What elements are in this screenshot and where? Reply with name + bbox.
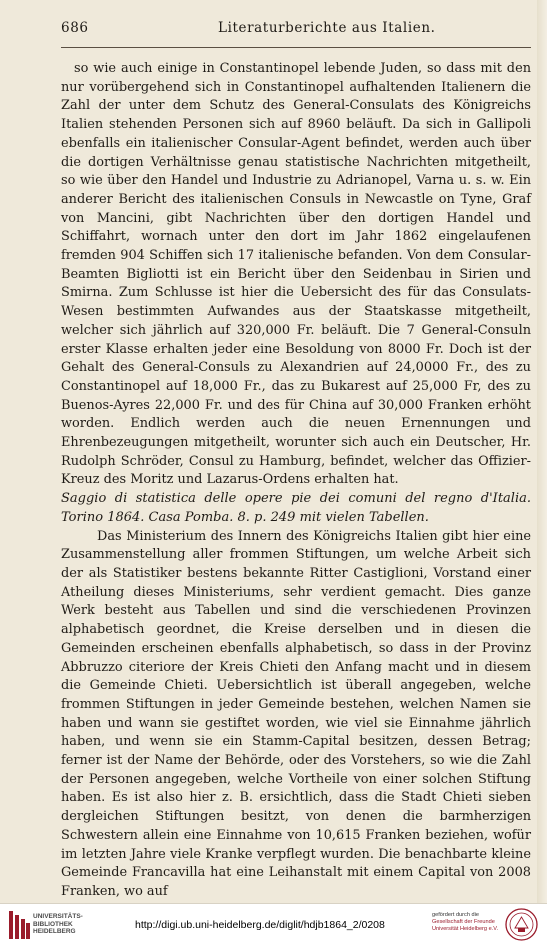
running-head (61, 20, 531, 40)
paragraph-consulates: so wie auch einige in Constantinopel lebende Juden, so dass mit den nur vorübergehend sich in Constantinopel aufhaltenden Italienern die Zahl der unter dem Schutz des General-Consulats des Königreichs Italien stehenden Personen sich auf 8960 beläuft. Da sich in Gallipoli ebenfalls ein italienischer Consular-Agent befindet, werden auch über die dortigen Verhältnisse genau statistische Nachrichten mitgetheilt, so wie über den Handel und Industrie zu Adrianopel, Varna u. s. w. Ein anderer Bericht des italienischen Consuls in Newcastle on Tyne, Graf von Mancini, gibt Nachrichten über den dortigen Handel und Schiffahrt, wornach unter den dort im Jahr 1862 eingelaufenen fremden 904 Schiffen sich 17 italienische befanden. Von dem Consular-Beamten Bigliotti ist ein Bericht über den Seidenbau in Sirien und Smirna. Zum Schlusse ist hier die Uebersicht des für das Consulats-Wesen bestimmten Aufwandes aus der Staatskasse mitgetheilt, welcher sich jährlich auf 320,000 Fr. beläuft. Die 7 General-Consuln erster Klasse erhalten jeder eine Besoldung von 8000 Fr. Doch ist der Gehalt des General-Consuls zu Alexandrien auf 24,0000 Fr., des zu Constantinopel auf 18,000 Fr., das zu Bukarest auf 25,000 Fr, des zu Buenos-Ayres 22,000 Fr. und des für China auf 30,000 Franken erhöht worden. Endlich werden auch die neuen Ernennungen und Ehrenbezeugungen mitgetheilt, worunter sich auch ein Deutscher, Hr. Rudolph Schröder, Consul zu Hamburg, befindet, welcher das Offizier-Kreuz des Moritz und Lazarus-Ordens erhalten hat. (61, 61, 531, 488)
footer-bar (0, 903, 547, 945)
page-number: 686 (61, 20, 89, 36)
library-logo-icon (9, 911, 30, 939)
body-text (61, 60, 531, 902)
page-edge-shadow (537, 0, 547, 944)
library-name: UNIVERSITÄTS- BIBLIOTHEK HEIDELBERG (33, 913, 83, 935)
funder-credit: gefördert durch die Gesellschaft der Freunde Universität Heidelberg e.V. (432, 912, 499, 933)
section-heading: Saggio di statistica delle opere pie dei comuni del regno d'Italia. Torino 1864. Casa Pomba. 8. p. 249 mit vielen Tabellen. (61, 491, 531, 525)
university-seal-icon (505, 908, 538, 941)
header-rule (61, 47, 531, 48)
paragraph-pious-works: Das Ministerium des Innern des Königreichs Italien gibt hier eine Zusammenstellung aller frommen Stiftungen, um welche Arbeit sich der als Statistiker bestens bekannte Ritter Castiglioni, Vorstand einer Atheilung dieses Ministeriums, sehr verdient gemacht. Dies ganze Werk besteht aus Tabellen und sind die verschiedenen Provinzen alphabetisch geordnet, die Kreise derselben und in diesen die Gemeinden erscheinen ebenfalls alphabetisch, so dass in der Provinz Abbruzzo citeriore der Kreis Chieti den Anfang macht und in diesem die Gemeinde Chieti. Uebersichtlich ist überall angegeben, welche frommen Stiftungen in jeder Gemeinde bestehen, welchen Namen sie haben und wann sie gestiftet worden, wie viel sie Einnahme jährlich haben, und wenn sie ein Stamm-Capital besitzen, dessen Betrag; ferner ist der Name der Behörde, oder des Vorstehers, so wie die Zahl der Personen angegeben, welche Vortheile von einer solchen Stiftung haben. Es ist also hier z. B. ersichtlich, dass die Stadt Chieti sieben dergleichen Stiftungen besitzt, von denen die barmherzigen Schwestern allein eine Einnahme von 10,615 Franken beziehen, wofür im letzten Jahre viele Kranke verpflegt wurden. Die benachbarte kleine Gemeinde Francavilla hat eine Leihanstalt mit einem Capital von 2008 Franken, wo auf (61, 528, 531, 899)
permalink-url[interactable]: http://digi.ub.uni-heidelberg.de/diglit/hdjb1864_2/0208 (135, 919, 385, 931)
running-title: Literaturberichte aus Italien. (218, 20, 436, 36)
